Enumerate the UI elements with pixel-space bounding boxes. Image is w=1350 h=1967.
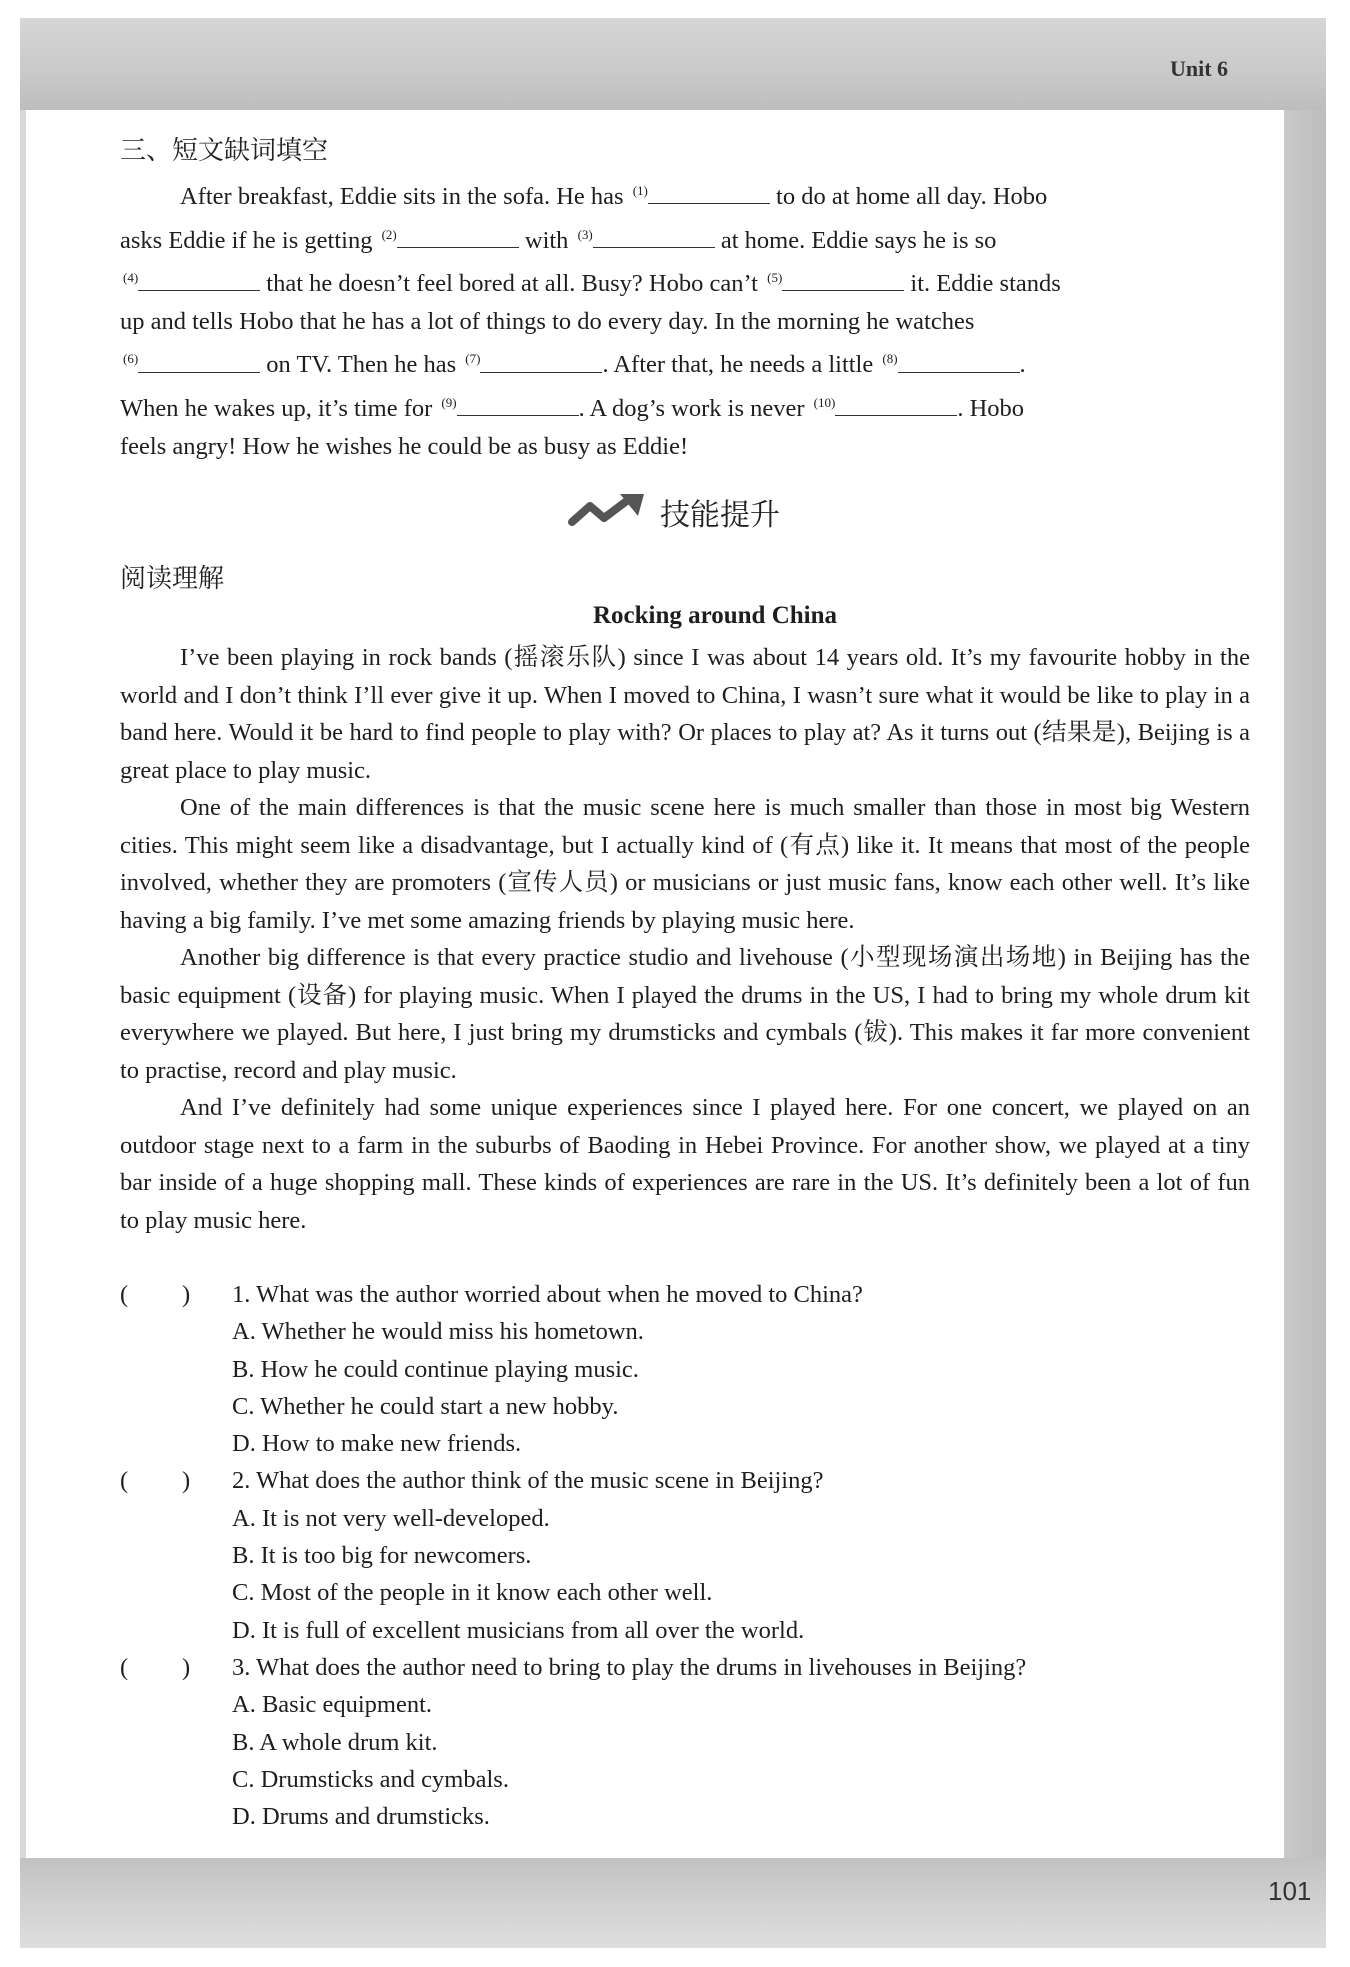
option-b: B. A whole drum kit. [232,1728,438,1756]
blank-number: (7) [465,351,481,367]
option-d: D. Drums and drumsticks. [232,1803,490,1831]
skills-banner [568,488,780,536]
cloze-text: asks Eddie if he is getting [120,226,379,254]
article-paragraph: And I’ve definitely had some unique experiences since I played here. For one concert, we played on an outdoor stage next to a farm in the suburbs of Baoding in Hebei Province. For another show, we played at a tiny bar inside of a huge shopping mall. These kinds of experiences are rare in the US. It’s definitely been a lot of fun to play music here. [120,1094,1250,1234]
cloze-text: . [1019,351,1026,379]
answer-paren-open[interactable]: ( [120,1653,129,1681]
option-a: A. It is not very well-developed. [232,1504,550,1532]
cloze-text: at home. Eddie says he is so [714,226,997,254]
cloze-line [120,259,1250,303]
reading-heading: 阅读理解 [120,564,225,594]
option-b: B. It is too big for newcomers. [232,1542,532,1570]
option-d: D. How to make new friends. [232,1430,522,1458]
blank-number: (3) [577,226,593,242]
answer-blank[interactable] [648,181,770,204]
option-c: C. Whether he could start a new hobby. [232,1392,619,1420]
question-3 [120,1649,1250,1835]
answer-paren-open[interactable]: ( [120,1281,129,1308]
answer-blank[interactable] [593,225,715,248]
answer-blank[interactable] [835,393,957,416]
cloze-text: that he doesn’t feel bored at all. Busy? Hobo can’t [260,270,765,298]
cloze-line [120,384,1250,428]
article-paragraph: Another big difference is that every practice studio and livehouse (小型现场演出场地) in Beijing has the basic equipment (设备) for playing music. When I played the drums in the US, I had to bring my whole drum kit everywhere we played. But here, I just bring my drumsticks and cymbals (钹). This makes it far more convenient to practise, record and play music. [120,944,1250,1084]
trend-up-icon [568,492,650,532]
cloze-line [120,428,1250,466]
option-c: C. Drumsticks and cymbals. [232,1765,509,1793]
answer-paren-close: ) [182,1467,191,1495]
blank-number: (8) [882,351,898,367]
cloze-text: up and tells Hobo that he has a lot of things to do every day. In the morning he watches [120,307,975,335]
cloze-text: . Hobo [957,395,1025,423]
answer-blank[interactable] [480,350,602,373]
answer-blank[interactable] [898,350,1020,373]
section3-heading: 三、短文缺词填空 [120,136,329,166]
blank-number: (1) [632,183,648,198]
header-band [20,18,1326,110]
cloze-passage [120,172,1250,465]
answer-blank[interactable] [397,225,519,248]
answer-blank[interactable] [457,393,579,416]
answer-blank[interactable] [138,350,260,373]
answer-paren-open[interactable]: ( [120,1467,129,1495]
blank-number: (5) [767,270,783,286]
question-1 [120,1276,1250,1462]
article-paragraph: One of the main differences is that the music scene here is much smaller than those in most big Western cities. This might seem like a disadvantage, but I actually kind of (有点) like it. It means that most of the people involved, whether they are promoters (宣传人员) or musicians or just music fans, know each other well. It’s like having a big family. I’ve met some amazing friends by playing music here. [120,794,1250,934]
answer-blank[interactable] [782,268,904,291]
cloze-line [120,216,1250,260]
cloze-text: with [518,226,575,254]
blank-number: (9) [441,395,457,411]
cloze-text: to do at home all day. Hobo [769,183,1048,211]
question-list [120,1276,1250,1835]
option-a: A. Whether he would miss his hometown. [232,1318,644,1346]
option-d: D. It is full of excellent musicians from all over the world. [232,1616,805,1644]
cloze-text: on TV. Then he has [260,351,463,379]
cloze-text: After breakfast, Eddie sits in the sofa. He has [180,183,630,211]
question-stem: 2. What does the author think of the music scene in Beijing? [232,1467,824,1495]
side-band [1284,110,1326,1860]
unit-label: Unit 6 [1170,56,1229,81]
left-edge-band [20,110,26,1860]
question-stem: 1. What was the author worried about when he moved to China? [232,1281,863,1308]
cloze-line [120,340,1250,384]
option-b: B. How he could continue playing music. [232,1355,639,1383]
cloze-text: it. Eddie stands [904,270,1061,298]
answer-blank[interactable] [138,268,260,291]
cloze-line [180,172,1250,216]
blank-number: (4) [123,270,139,286]
blank-number: (2) [381,226,397,242]
question-2 [120,1462,1250,1648]
option-a: A. Basic equipment. [232,1691,433,1719]
page-number: 101 [1268,1876,1312,1906]
cloze-line [120,303,1250,341]
cloze-text: . After that, he needs a little [602,351,880,379]
cloze-text: When he wakes up, it’s time for [120,395,439,423]
answer-paren-close: ) [182,1281,191,1308]
article-body [120,639,1250,1239]
footer-band [20,1858,1326,1948]
blank-number: (10) [813,395,836,411]
option-c: C. Most of the people in it know each other well. [232,1579,713,1607]
cloze-text: feels angry! How he wishes he could be as busy as Eddie! [120,432,689,460]
blank-number: (6) [123,351,139,367]
cloze-text: . A dog’s work is never [578,395,811,423]
answer-paren-close: ) [182,1653,191,1681]
banner-text: 技能提升 [660,498,780,533]
article-paragraph: I’ve been playing in rock bands (摇滚乐队) since I was about 14 years old. It’s my favourite hobby in the world and I don’t think I’ll ever give it up. When I moved to China, I wasn’t sure what it would be like to play in a band here. Would it be hard to find people to play with? Or places to play at? As it turns out (结果是), Beijing is a great place to play music. [120,644,1250,784]
article-title: Rocking around China [592,602,838,629]
question-stem: 3. What does the author need to bring to play the drums in livehouses in Beijing? [232,1653,1027,1681]
